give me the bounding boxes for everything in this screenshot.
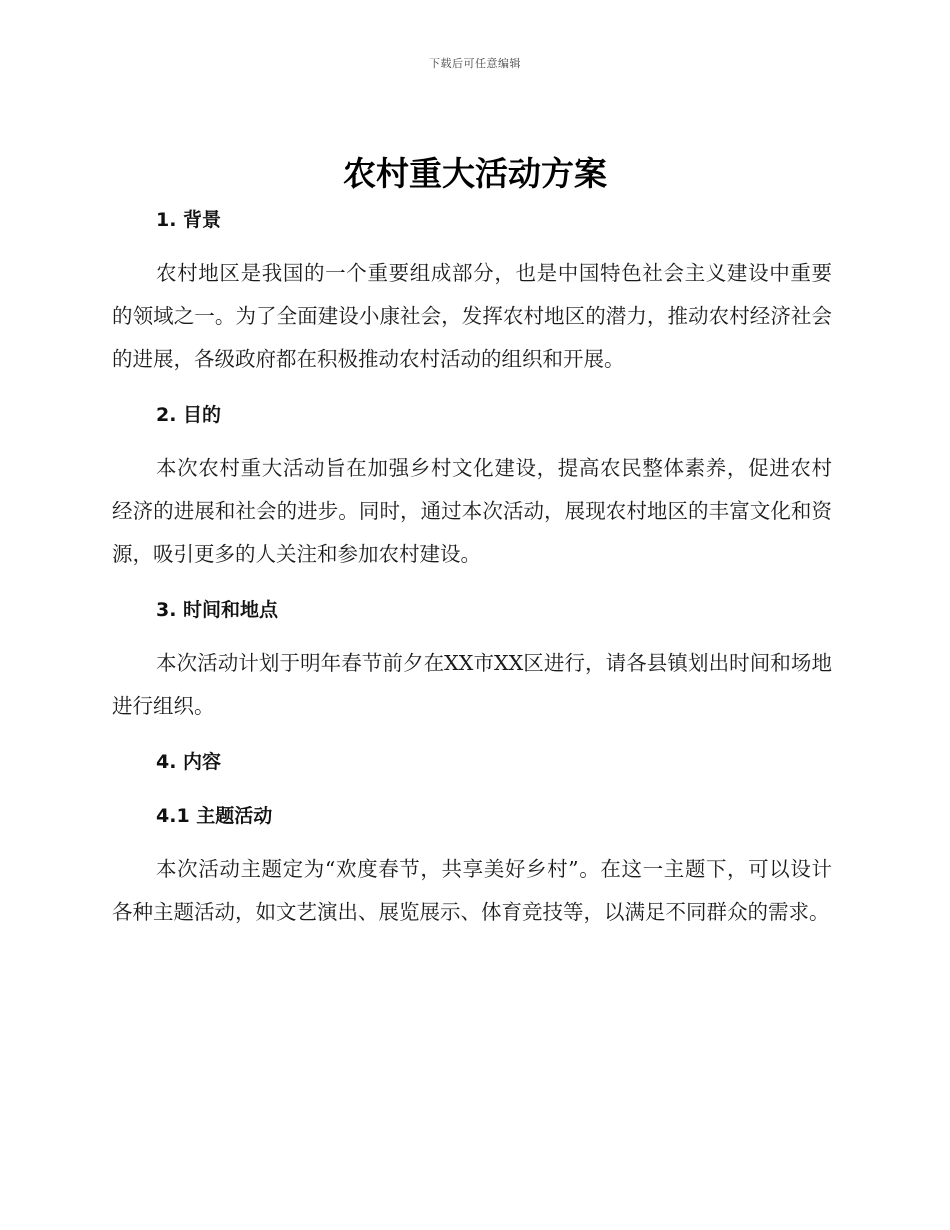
section-paragraph-theme-activity: 本次活动主题定为“欢度春节，共享美好乡村”。在这一主题下，可以设计各种主题活动，如文艺演出、展览展示、体育竞技等，以满足不同群众的需求。 <box>112 857 832 924</box>
section-paragraph-background: 农村地区是我国的一个重要组成部分，也是中国特色社会主义建设中重要的领域之一。为了全面建设小康社会，发挥农村地区的潜力，推动农村经济社会的进展，各级政府都在积极推动农村活动的组织和开展。 <box>112 261 832 371</box>
section-heading-content: 4. 内容 <box>156 751 222 773</box>
section-heading-theme-activity: 4.1 主题活动 <box>156 805 273 827</box>
document-body <box>112 198 832 934</box>
document-title: 农村重大活动方案 <box>343 154 607 193</box>
section-paragraph-purpose: 本次农村重大活动旨在加强乡村文化建设，提高农民整体素养，促进农村经济的进展和社会的进步。同时，通过本次活动，展现农村地区的丰富文化和资源，吸引更多的人关注和参加农村建设。 <box>112 456 832 566</box>
header-note: 下载后可任意编辑 <box>429 57 521 70</box>
section-paragraph-time-location: 本次活动计划于明年春节前夕在XX市XX区进行，请各县镇划出时间和场地进行组织。 <box>112 651 832 718</box>
section-heading-background: 1. 背景 <box>156 209 222 231</box>
section-heading-time-location: 3. 时间和地点 <box>156 599 279 621</box>
section-heading-purpose: 2. 目的 <box>156 404 222 426</box>
